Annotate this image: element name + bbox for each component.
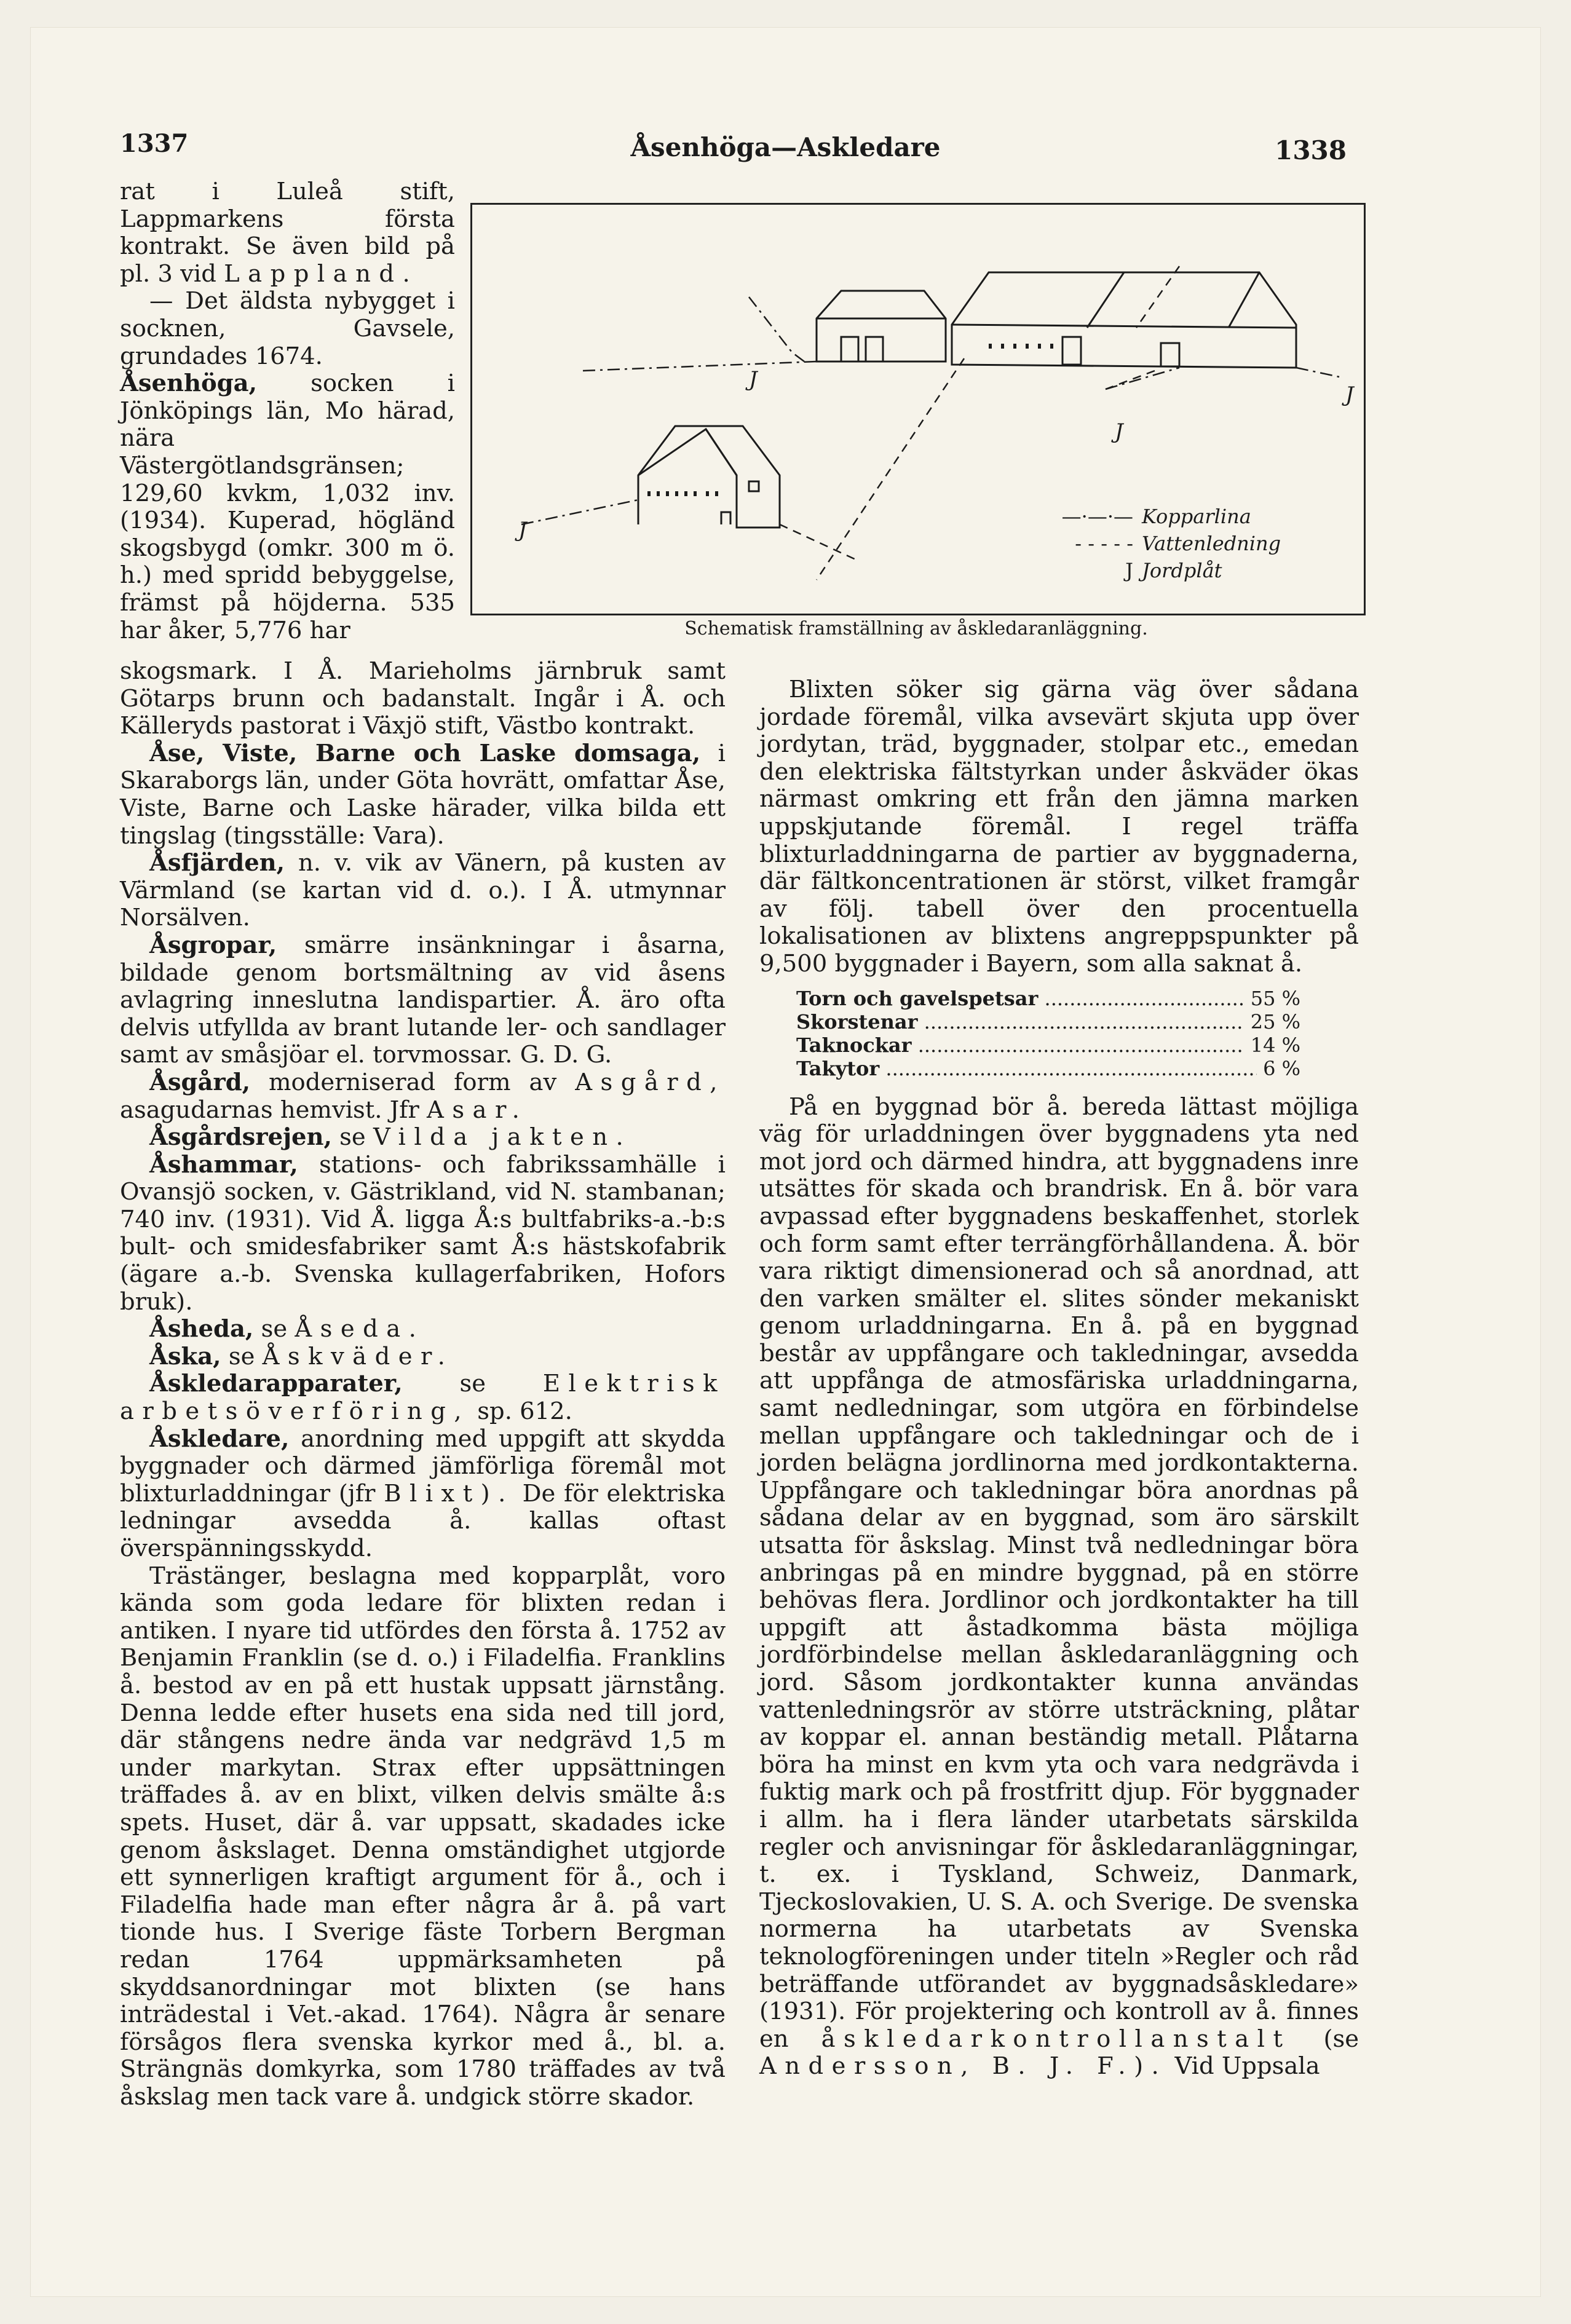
legend-row (1041, 503, 1330, 530)
legend-symbol: —·—·— (1061, 505, 1133, 528)
entry-asfjarden: Åsfjärden, n. v. vik av Vänern, på kusten av Värmland (se kartan vid d. o.). I Å. utmynnar Norsälven. (120, 849, 726, 932)
svg-text:J: J (749, 367, 758, 392)
table-row (796, 1034, 1300, 1057)
entry-asgard: Åsgård, moderniserad form av Asgård, asagudarnas hemvist. Jfr Asar. (120, 1068, 726, 1124)
legend-label: Vattenledning (1142, 532, 1281, 555)
entry-asheda: Åsheda, se Åseda. (149, 1315, 425, 1343)
legend-symbol: - - - - - (1075, 532, 1133, 555)
lightning-rod-figure (470, 203, 1366, 615)
table-label: Taknockar ..... (796, 1034, 1245, 1057)
left-column-top (120, 178, 455, 644)
page-number-left: 1337 (120, 129, 189, 158)
table-row (796, 987, 1300, 1010)
entry-asgropar: Åsgropar, smärre insänkningar i åsarna, bildade genom bortsmältning av vid åsens avlagring inneslutna landispartier. Å. äro ofta delvis utfyllda av brant lutande ler- och sandlager samt av småsjöar el. torvmossar. G. D. G. (120, 931, 726, 1069)
lightning-para: Blixten söker sig gärna väg över sådana jordade föremål, vilka avsevärt skjuta upp över jordytan, träd, byggnader, stolpar etc., emedan den elektriska fältstyrkan under åskväder ökas närmast omkring ett från den jämna marken uppskjutande föremål. I regel träffa blixturladdningarna de partier av byggnaderna, där fältkoncentrationen är störst, vilket framgår av följ. tabell över den procentuella lokalisationen av blixtens angreppspunkter på 9,500 byggnader i Bayern, som alla saknat å. (759, 676, 1359, 978)
table-value: 25 % (1250, 1010, 1300, 1034)
legend-symbol: J (1125, 559, 1133, 582)
construction-para: På en byggnad bör å. bereda lättast möjliga väg för urladdningen över byggnadens yta ned mot jord och därmed hindra, att byggnadens inre utsättes för skada och brandrisk. En å. bör vara avpassad efter byggnadens beskaffenhet, storlek och form samt efter terrängförhållandena. Å. bör vara riktigt dimensionerad och så anordnad, att den varken smälter el. slites sönder mekaniskt genom urladdningarna. En å. på en byggnad består av uppfångare och takledningar, avsedda att uppfånga de atmosfäriska urladdningarna, samt nedledningar, som utgöra en förbindelse mellan uppfångare och takledningar och de i jorden belägna jordlinorna med jordkontakterna. Uppfångare och takledningar böra anordnas på sådana delar av en byggnad, som äro särskilt utsatta för åskslag. Minst två nedledningar böra anbringas på en mindre byggnad, på en större behövas flera. Jordlinor och jordkontakter ha till uppgift att åstadkomma bästa möjliga jordförbindelse mellan åskledaranläggning och jord. Såsom jordkontakter kunna användas vattenledningsrör av större utsträckning, plåtar av koppar el. annan beständig metall. Plåtarna böra ha minst en kvm yta och vara nedgrävda i fuktig mark och på frostfritt djup. För byggnader i allm. ha i flera länder utarbetats särskilda regler och anvisningar för åskledaranläggningar, t. ex. i Tyskland, Schweiz, Danmark, Tjeckoslovakien, U. S. A. och Sverige. De svenska normerna ha utarbetats av Svenska teknologföreningen under titeln »Regler och råd beträffande utförandet av byggnadsåskledare» (1931). För projektering och kontroll av å. finnes en åskledarkontrollanstalt (se Andersson, B. J. F.). Vid Uppsala (759, 1093, 1359, 2081)
entry-asenhoga-cont: skogsmark. I Å. Marieholms järnbruk samt Götarps brunn och badanstalt. Ingår i Å. och Källeryds pastorat i Växjö stift, Västbo kontrakt. (120, 657, 726, 740)
water-pipe-1 (817, 358, 964, 580)
table-label: Takytor ..... (796, 1057, 1257, 1080)
table-row (796, 1057, 1300, 1080)
long-building-outline (952, 272, 1296, 368)
entry-askledare: Åskledare, anordning med uppgift att skydda byggnader och därmed jämförliga föremål mot blixturladdningar (jfr Blixt). De för elektriska ledningar avsedda å. kallas oftast överspänningsskydd. (120, 1425, 726, 1562)
figure-caption: Schematisk framställning av åskledaranläggning. (684, 618, 1148, 639)
entry-asenhoga: Åsenhöga, socken i Jönköpings län, Mo härad, nära Västergötlandsgränsen; 129,60 kvkm, 1,032 inv. (1934). Kuperad, högländ skogsbygd (omkr. 300 m ö. h.) med spridd bebyggelse, främst på höjderna. 535 har åker, 5,776 har (120, 370, 455, 644)
page-number-right: 1338 (1275, 135, 1347, 165)
table-value: 55 % (1250, 986, 1300, 1010)
running-title: Åsenhöga—Askledare (630, 132, 941, 162)
svg-text:J: J (1115, 419, 1123, 444)
copper-wire-2 (1296, 368, 1339, 377)
legend-label: Kopparlina (1142, 505, 1251, 528)
svg-text:J: J (518, 518, 527, 542)
entry-ashammar: Åshammar, stations- och fabrikssamhälle i Ovansjö socken, v. Gästrikland, vid N. stambanan; 740 inv. (1931). Vid Å. ligga Å:s bultfabriks-a.-b:s bult- och smidesfabriker samt Å:s hästskofabrik (ägare a.-b. Svenska kullagerfabriken, Hofors bruk). (120, 1150, 726, 1316)
table-value: 14 % (1250, 1033, 1300, 1057)
entry-continuation-2: — Det äldsta nybygget i socknen, Gavsele, grundades 1674. (120, 287, 455, 370)
right-column (759, 676, 1359, 2081)
strike-location-table (796, 987, 1300, 1080)
entry-ase: Åse, Viste, Barne och Laske domsaga, i Skaraborgs län, under Göta hovrätt, omfattar Åse, Viste, Barne och Laske härader, vilka bilda ett tingslag (tingsställe: Vara). (120, 739, 726, 850)
table-label: Skorstenar ..... (796, 1010, 1245, 1034)
entry-askledarapparater: Åskledarapparater, se Elektrisk arbetsöverföring, sp. 612. (120, 1370, 726, 1426)
entry-aska: Åska, se Åskväder. (149, 1342, 454, 1370)
legend-label: Jordplåt (1142, 559, 1222, 582)
page-header (0, 0, 1571, 172)
table-label: Torn och gavelspetsar ..... (796, 987, 1245, 1010)
small-building-outline (817, 291, 946, 362)
svg-text:J: J (1345, 382, 1354, 407)
left-column-bottom (120, 658, 726, 2111)
legend-row (1041, 530, 1330, 557)
entry-continuation: rat i Luleå stift, Lappmarkens första kontrakt. Se även bild på pl. 3 vid Lappland. (120, 178, 455, 288)
copper-wire-1 (583, 362, 817, 371)
house-outline (638, 426, 780, 528)
askledare-history: Trästänger, beslagna med kopparplåt, voro kända som goda ledare för blixten redan i antiken. I nyare tid utfördes den första å. 1752 av Benjamin Franklin (se d. o.) i Filadelfia. Franklins å. bestod av en på ett hustak uppsatt järnstång. Denna ledde efter husets ena sida ned till jord, där stångens nedre ända var nedgrävd 1,5 m under markytan. Strax efter uppsättningen träffades å. av en blixt, vilken delvis smälte å:s spets. Huset, där å. var uppsatt, skadades icke genom åskslaget. Denna omständighet utgjorde ett synnerligen kraftigt argument för å., och i Filadelfia hade man efter några år å. på vart tionde hus. I Sverige fäste Torbern Bergman redan 1764 uppmärksamheten på skyddsanordningar mot blixten (se hans inträdestal i Vet.-akad. 1764). Några år senare försågos flera svenska kyrkor med å., bl. a. Strängnäs domkyrka, som 1780 träffades av två åskslag men tack vare å. undgick större skador. (120, 1562, 726, 2111)
entry-asgardsrejen: Åsgårdsrejen, se Vilda jakten. (149, 1123, 632, 1152)
table-row (796, 1010, 1300, 1034)
legend-row (1041, 557, 1330, 584)
table-value: 6 % (1263, 1056, 1300, 1080)
copper-wire-3 (521, 500, 638, 524)
figure-legend (1041, 503, 1330, 584)
